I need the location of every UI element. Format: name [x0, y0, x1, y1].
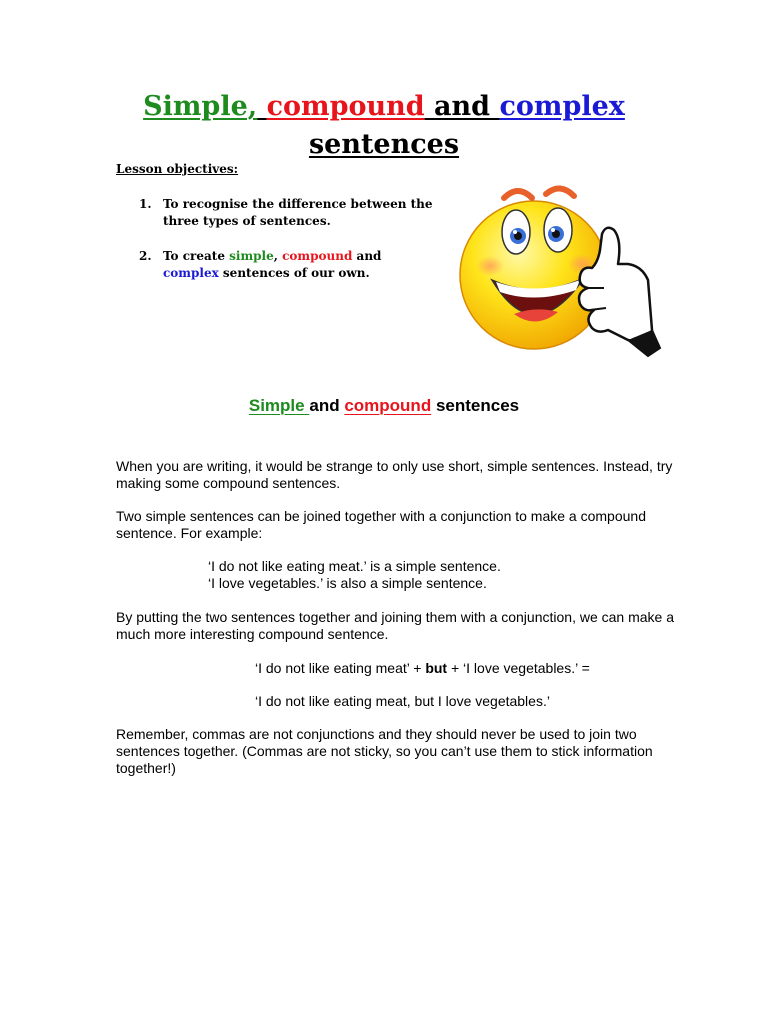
title-word-and: and: [434, 91, 491, 122]
objective-text: To recognise the difference between the three types of sentences.: [163, 197, 433, 228]
objective-item: [139, 196, 439, 230]
objective-text-comma: ,: [273, 249, 283, 263]
section-heading: [0, 396, 768, 416]
section-word-simple: Simple: [248, 396, 305, 415]
title-word-complex: complex: [499, 91, 625, 122]
objective-word-complex: complex: [163, 266, 219, 280]
title-word-sentences: sentences: [308, 129, 460, 160]
example-line: ‘I love vegetables.’ is also a simple sentence.: [208, 575, 487, 591]
page-title: [0, 89, 768, 125]
example-simple-sentences: [208, 558, 668, 592]
objective-item: [139, 248, 439, 282]
title-word-simple: Simple,: [143, 91, 258, 122]
objective-text: [163, 248, 439, 282]
example-line: ‘I do not like eating meat.’ is a simple sentence.: [208, 558, 501, 574]
page-title-line2: [0, 127, 768, 163]
objective-word-compound: compound: [282, 249, 353, 263]
example-compound-sentence: ‘I do not like eating meat, but I love vegetables.’: [255, 693, 550, 709]
objectives-heading: Lesson objectives:: [116, 162, 239, 176]
objective-word-simple: simple: [229, 249, 274, 263]
smiley-thumbs-up-icon: [452, 180, 662, 360]
conjunction-but: but: [425, 660, 448, 676]
paragraph-conjunction: By putting the two sentences together and joining them with a conjunction, we can make a much more interesting compound sentence.: [116, 609, 675, 642]
example-equation-start: ‘I do not like eating meat’ +: [255, 660, 426, 676]
paragraph-joining: Two simple sentences can be joined together with a conjunction to make a compound sentence. For example:: [116, 508, 646, 541]
objective-text-and: and: [352, 249, 382, 263]
example-equation: [255, 660, 675, 677]
section-word-compound: compound: [344, 396, 432, 415]
section-word-and: and: [309, 396, 340, 415]
title-word-compound: compound: [266, 91, 425, 122]
example-equation-end: + ‘I love vegetables.’ =: [447, 660, 590, 676]
objective-number: 1.: [139, 197, 152, 211]
objective-text-prefix: To create: [163, 249, 230, 263]
paragraph-intro: When you are writing, it would be strange to only use short, simple sentences. Instead, try making some compound sentences.: [116, 458, 673, 491]
objective-number: 2.: [139, 249, 152, 263]
section-word-sentences: sentences: [435, 396, 520, 415]
paragraph-commas: Remember, commas are not conjunctions and they should never be used to join two sentences together. (Commas are not sticky, so you can’t use them to stick information together!): [116, 726, 653, 776]
objective-text-suffix: sentences of our own.: [218, 266, 370, 280]
